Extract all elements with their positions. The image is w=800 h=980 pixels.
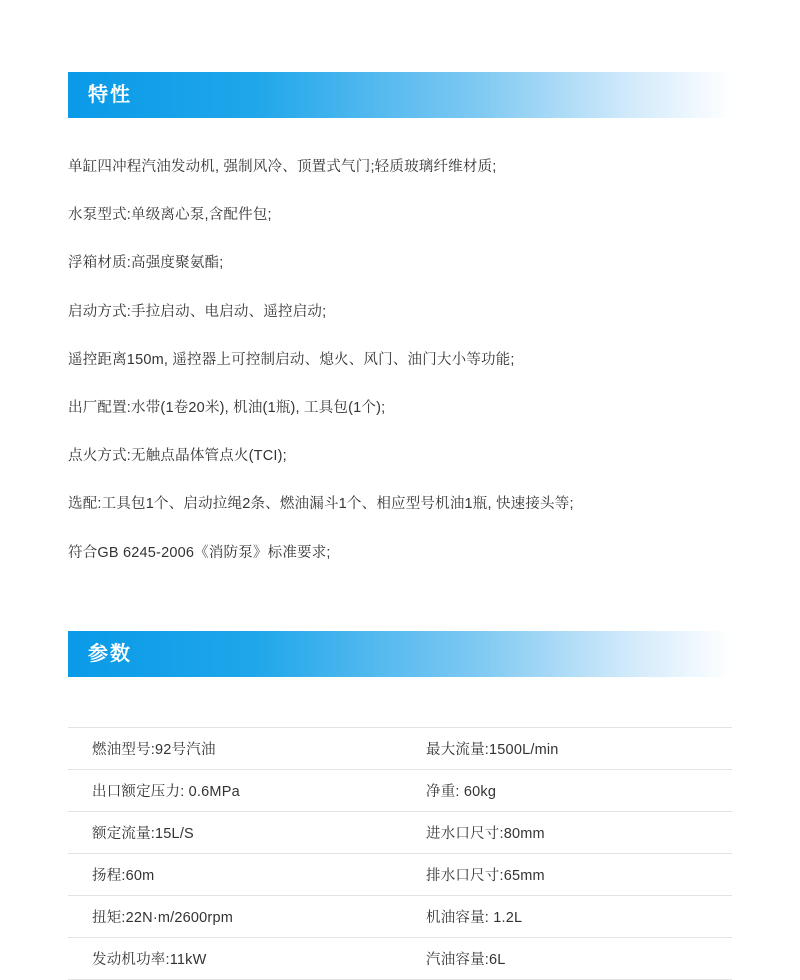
param-cell: 发动机功率:11kW [68,937,400,979]
top-spacer [0,0,800,72]
param-cell: 进水口尺寸:80mm [400,811,732,853]
param-cell: 排水口尺寸:65mm [400,853,732,895]
feature-line: 点火方式:无触点晶体管点火(TCI); [68,448,287,465]
param-cell: 净重: 60kg [400,769,732,811]
table-row [68,937,732,979]
feature-line: 选配:工具包1个、启动拉绳2条、燃油漏斗1个、相应型号机油1瓶, 快速接头等; [68,496,574,513]
parameters-table-wrap [68,677,732,980]
parameters-heading: 参数 [88,642,132,665]
table-row [68,727,732,769]
param-cell: 汽油容量:6L [400,937,732,979]
feature-line: 单缸四冲程汽油发动机, 强制风冷、顶置式气门;轻质玻璃纤维材质; [68,159,497,175]
feature-line: 遥控距离150m, 遥控器上可控制启动、熄火、风门、油门大小等功能; [68,351,515,368]
param-cell: 燃油型号:92号汽油 [68,727,400,769]
parameters-table [68,727,732,980]
table-row [68,895,732,937]
section-spacer [0,565,800,631]
param-cell: 扭矩:22N·m/2600rpm [68,895,400,937]
param-cell: 额定流量:15L/S [68,811,400,853]
param-cell: 扬程:60m [68,853,400,895]
features-heading: 特性 [88,84,132,106]
feature-line: 水泵型式:单级离心泵,含配件包; [68,207,272,224]
features-list [68,118,732,565]
features-section-header [68,72,732,118]
table-row [68,811,732,853]
table-row [68,853,732,895]
feature-line: 出厂配置:水带(1卷20米), 机油(1瓶), 工具包(1个); [68,399,386,416]
param-cell: 出口额定压力: 0.6MPa [68,769,400,811]
param-cell: 最大流量:1500L/min [400,727,732,769]
feature-line: 符合GB 6245-2006《消防泵》标准要求; [68,544,331,561]
param-cell: 机油容量: 1.2L [400,895,732,937]
feature-line: 启动方式:手拉启动、电启动、遥控启动; [68,303,327,320]
parameters-section-header [68,631,732,677]
feature-line: 浮箱材质:高强度聚氨酯; [68,255,224,272]
table-row [68,769,732,811]
